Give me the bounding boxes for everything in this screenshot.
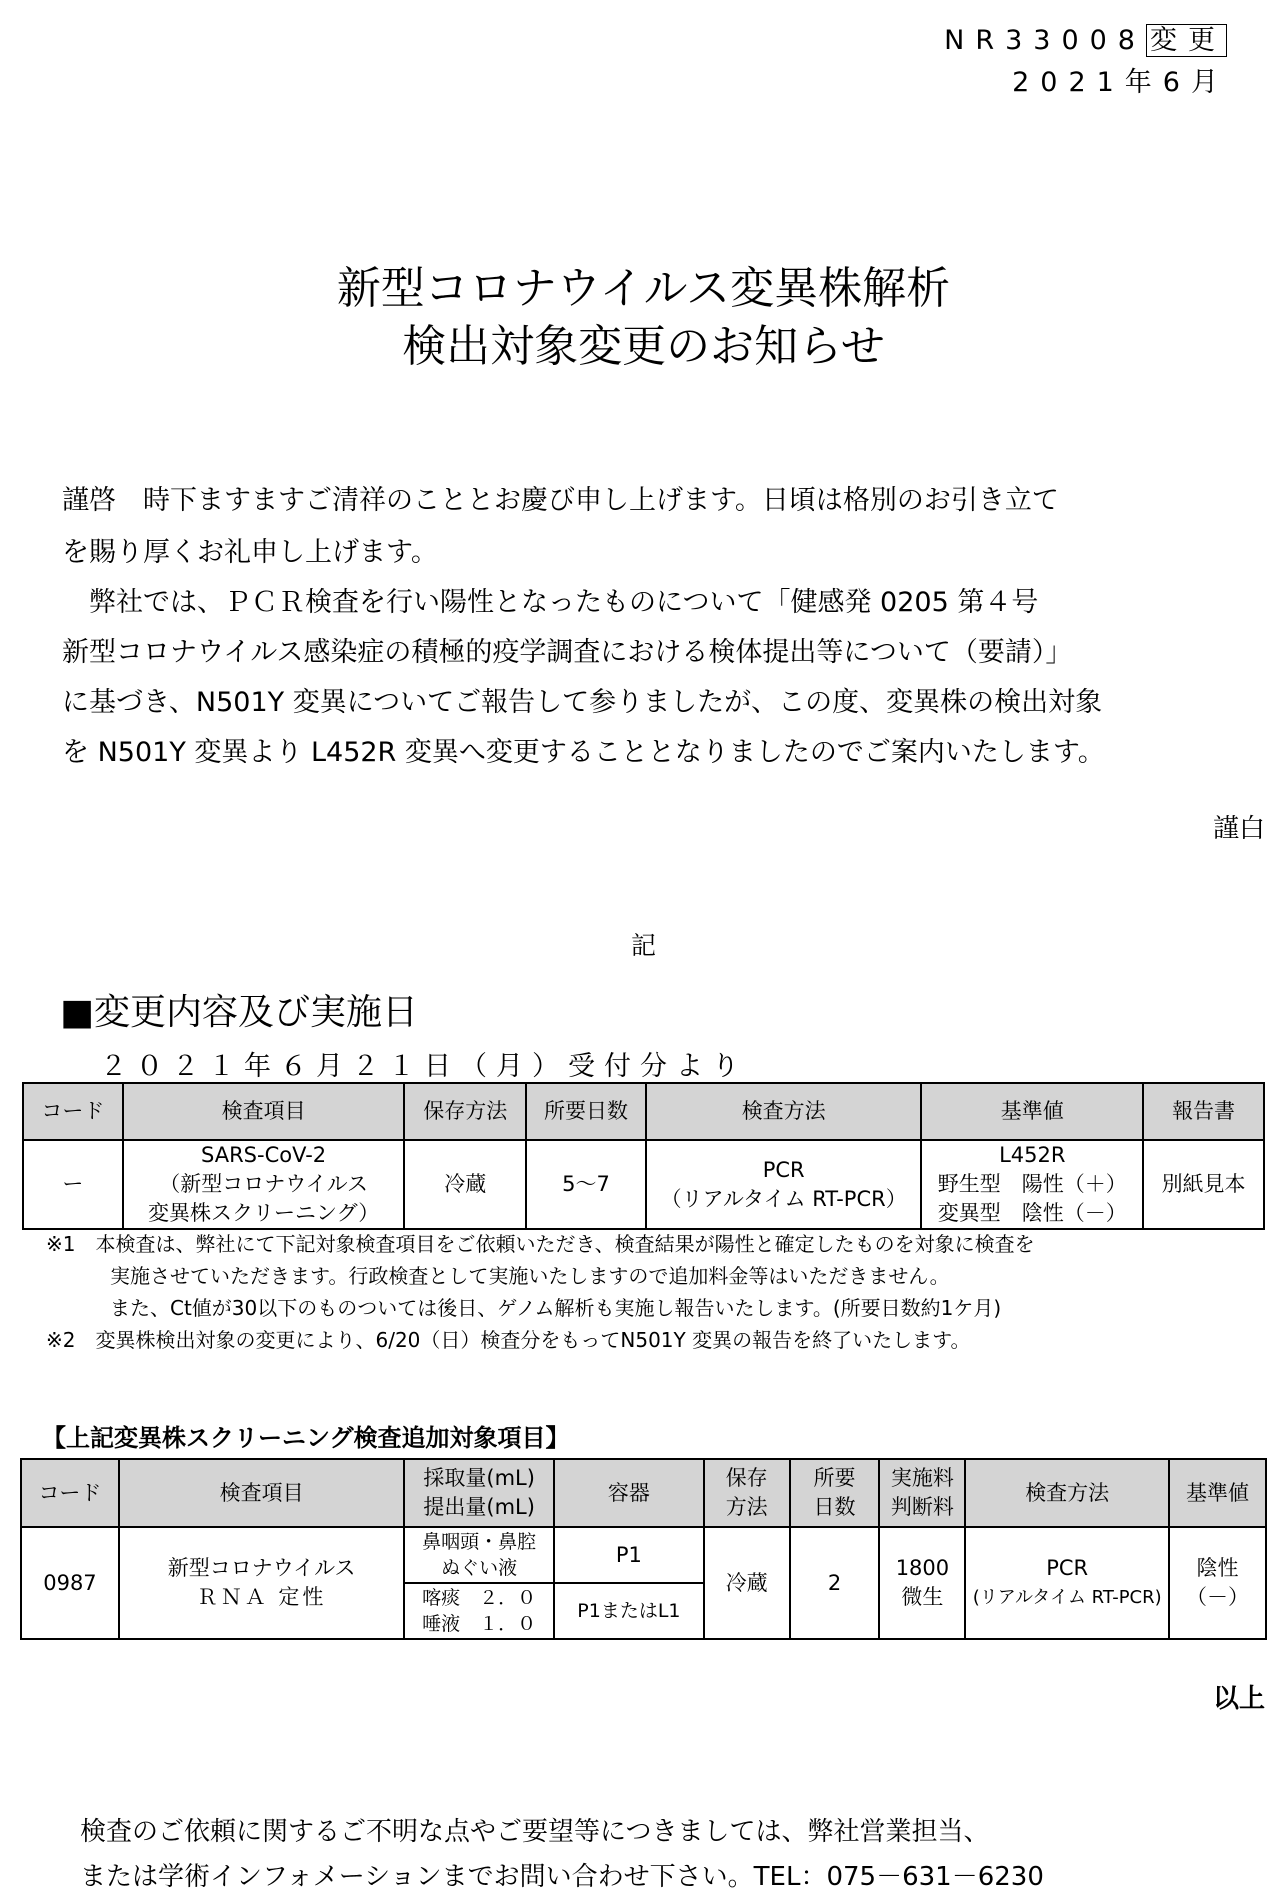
col-header-code: コード [23, 1083, 123, 1140]
cell-method-line-2: (リアルタイム RT-PCR) [972, 1587, 1162, 1608]
document-number-revision-badge: 変更 [1146, 24, 1227, 57]
col-header-method: 検査方法 [646, 1083, 922, 1140]
cell-container-sputum-saliva: P1またはL1 [554, 1583, 704, 1639]
additional-items-table [20, 1458, 1267, 1640]
note-1-line-3: また、Ct値が30以下のものついては後日、ゲノム解析も実施し報告いたします。(所要日数約1ケ月) [110, 1296, 1002, 1320]
col-header-fee-line-1: 実施料 [890, 1466, 954, 1490]
body-line-5: に基づき、N501Y 変異についてご報告して参りましたが、この度、変異株の検出対象 [62, 687, 1103, 718]
col-header-code: コード [21, 1459, 119, 1527]
col-header-storage-line-1: 保存 [725, 1466, 768, 1490]
cell-volume-sputum: 喀痰 ２．０ [422, 1587, 537, 1609]
additional-items-heading: 【上記変異株スクリーニング検査追加対象項目】 [42, 1424, 570, 1452]
col-header-storage-line-2: 方法 [725, 1495, 768, 1519]
col-header-volume-line-2: 提出量(mL) [423, 1495, 535, 1519]
document-date: 2021年6月 [1012, 67, 1229, 98]
note-2: ※2 変異株検出対象の変更により、6/20（日）検査分をもってN501Y 変異の報告を終了いたします。 [46, 1328, 971, 1352]
col-header-item: 検査項目 [123, 1083, 405, 1140]
effective-date: ２０２１年６月２１日（月）受付分より [100, 1051, 748, 1082]
cell-fee-line-2: 微生 [901, 1585, 944, 1609]
title-line-1: 新型コロナウイルス変異株解析 [336, 263, 951, 314]
body-line-2: を賜り厚くお礼申し上げます。 [62, 537, 438, 568]
cell-item-line-2: （新型コロナウイルス [159, 1172, 368, 1196]
cell-report: 別紙見本 [1143, 1140, 1264, 1229]
cell-method [965, 1527, 1169, 1639]
ki-marker: 記 [630, 931, 656, 960]
col-header-days [790, 1459, 880, 1527]
col-header-days: 所要日数 [526, 1083, 646, 1140]
col-header-fee-line-2: 判断料 [890, 1495, 954, 1519]
body-line-4: 新型コロナウイルス感染症の積極的疫学調査における検体提出等について（要請）」 [62, 637, 1073, 668]
cell-days: 2 [790, 1527, 880, 1639]
col-header-fee [879, 1459, 965, 1527]
col-header-volume-line-1: 採取量(mL) [423, 1466, 535, 1490]
cell-item-line-2: ＲＮＡ 定性 [196, 1585, 327, 1609]
cell-volume-saliva: 唾液 １．０ [422, 1613, 537, 1635]
cell-storage: 冷蔵 [704, 1527, 790, 1639]
cell-reference [921, 1140, 1143, 1229]
cell-reference-line-1: 陰性 [1196, 1556, 1239, 1580]
table-row [23, 1140, 1264, 1229]
cell-volume-swab-line-1: 鼻咽頭・鼻腔 [422, 1531, 537, 1553]
closing-kinpaku: 謹白 [1212, 814, 1265, 844]
cell-item-line-3: 変異株スクリーニング） [147, 1201, 380, 1225]
cell-item-line-1: SARS-CoV-2 [201, 1143, 327, 1167]
col-header-storage: 保存方法 [404, 1083, 526, 1140]
col-header-days-line-1: 所要 [813, 1466, 856, 1490]
table-row [21, 1527, 1266, 1583]
cell-method [646, 1140, 922, 1229]
cell-method-line-1: PCR [1046, 1556, 1089, 1580]
cell-reference-line-1: L452R [999, 1143, 1066, 1167]
section-heading: ■変更内容及び実施日 [60, 992, 419, 1033]
contact-line-2: または学術インフォメーションまでお問い合わせ下さい。TEL：075－631－6230 [80, 1862, 1044, 1892]
col-header-storage [704, 1459, 790, 1527]
change-table [22, 1082, 1265, 1230]
cell-code: 0987 [21, 1527, 119, 1639]
body-line-6: を N501Y 変異より L452R 変異へ変更することとなりましたのでご案内いたします。 [62, 737, 1105, 768]
cell-volume-swab [404, 1527, 554, 1583]
closing-ijou: 以上 [1212, 1684, 1265, 1714]
cell-reference-line-2: 野生型 陽性（＋） [937, 1172, 1127, 1196]
document-number-prefix: NR33008 [944, 25, 1146, 56]
table-header-row [23, 1083, 1264, 1140]
col-header-item: 検査項目 [119, 1459, 404, 1527]
cell-code: ー [23, 1140, 123, 1229]
cell-storage: 冷蔵 [404, 1140, 526, 1229]
col-header-reference: 基準値 [1169, 1459, 1266, 1527]
col-header-method: 検査方法 [965, 1459, 1169, 1527]
col-header-report: 報告書 [1143, 1083, 1264, 1140]
body-line-3: 弊社では、ＰＣＲ検査を行い陽性となったものについて「健感発 0205 第４号 [62, 587, 1039, 618]
col-header-days-line-2: 日数 [813, 1495, 856, 1519]
document-number [944, 18, 1227, 57]
cell-method-line-2: （リアルタイム RT-PCR） [660, 1186, 907, 1211]
cell-fee [879, 1527, 965, 1639]
title-line-2: 検出対象変更のお知らせ [402, 321, 885, 372]
contact-line-1: 検査のご依頼に関するご不明な点やご要望等につきましては、弊社営業担当、 [80, 1817, 990, 1847]
cell-container-swab: P1 [554, 1527, 704, 1583]
cell-method-line-1: PCR [762, 1157, 805, 1182]
body-line-1: 謹啓 時下ますますご清祥のこととお慶び申し上げます。日頃は格別のお引き立て [62, 485, 1059, 516]
table-header-row [21, 1459, 1266, 1527]
note-1-line-2: 実施させていただきます。行政検査として実施いたしますので追加料金等はいただきません。 [110, 1264, 950, 1288]
col-header-reference: 基準値 [921, 1083, 1143, 1140]
cell-item [119, 1527, 404, 1639]
cell-days: 5～7 [526, 1140, 646, 1229]
note-1-line-1: ※1 本検査は、弊社にて下記対象検査項目をご依頼いただき、検査結果が陽性と確定したものを対象に検査を [46, 1232, 1035, 1256]
col-header-container: 容器 [554, 1459, 704, 1527]
cell-reference-line-2: （－） [1186, 1585, 1249, 1609]
cell-volume-sputum-saliva [404, 1583, 554, 1639]
cell-volume-swab-line-2: ぬぐい液 [441, 1557, 518, 1579]
col-header-volume [404, 1459, 554, 1527]
cell-reference [1169, 1527, 1266, 1639]
cell-reference-line-3: 変異型 陰性（－） [937, 1201, 1127, 1225]
cell-item [123, 1140, 405, 1229]
cell-fee-line-1: 1800 [895, 1556, 950, 1580]
cell-item-line-1: 新型コロナウイルス [167, 1556, 356, 1580]
